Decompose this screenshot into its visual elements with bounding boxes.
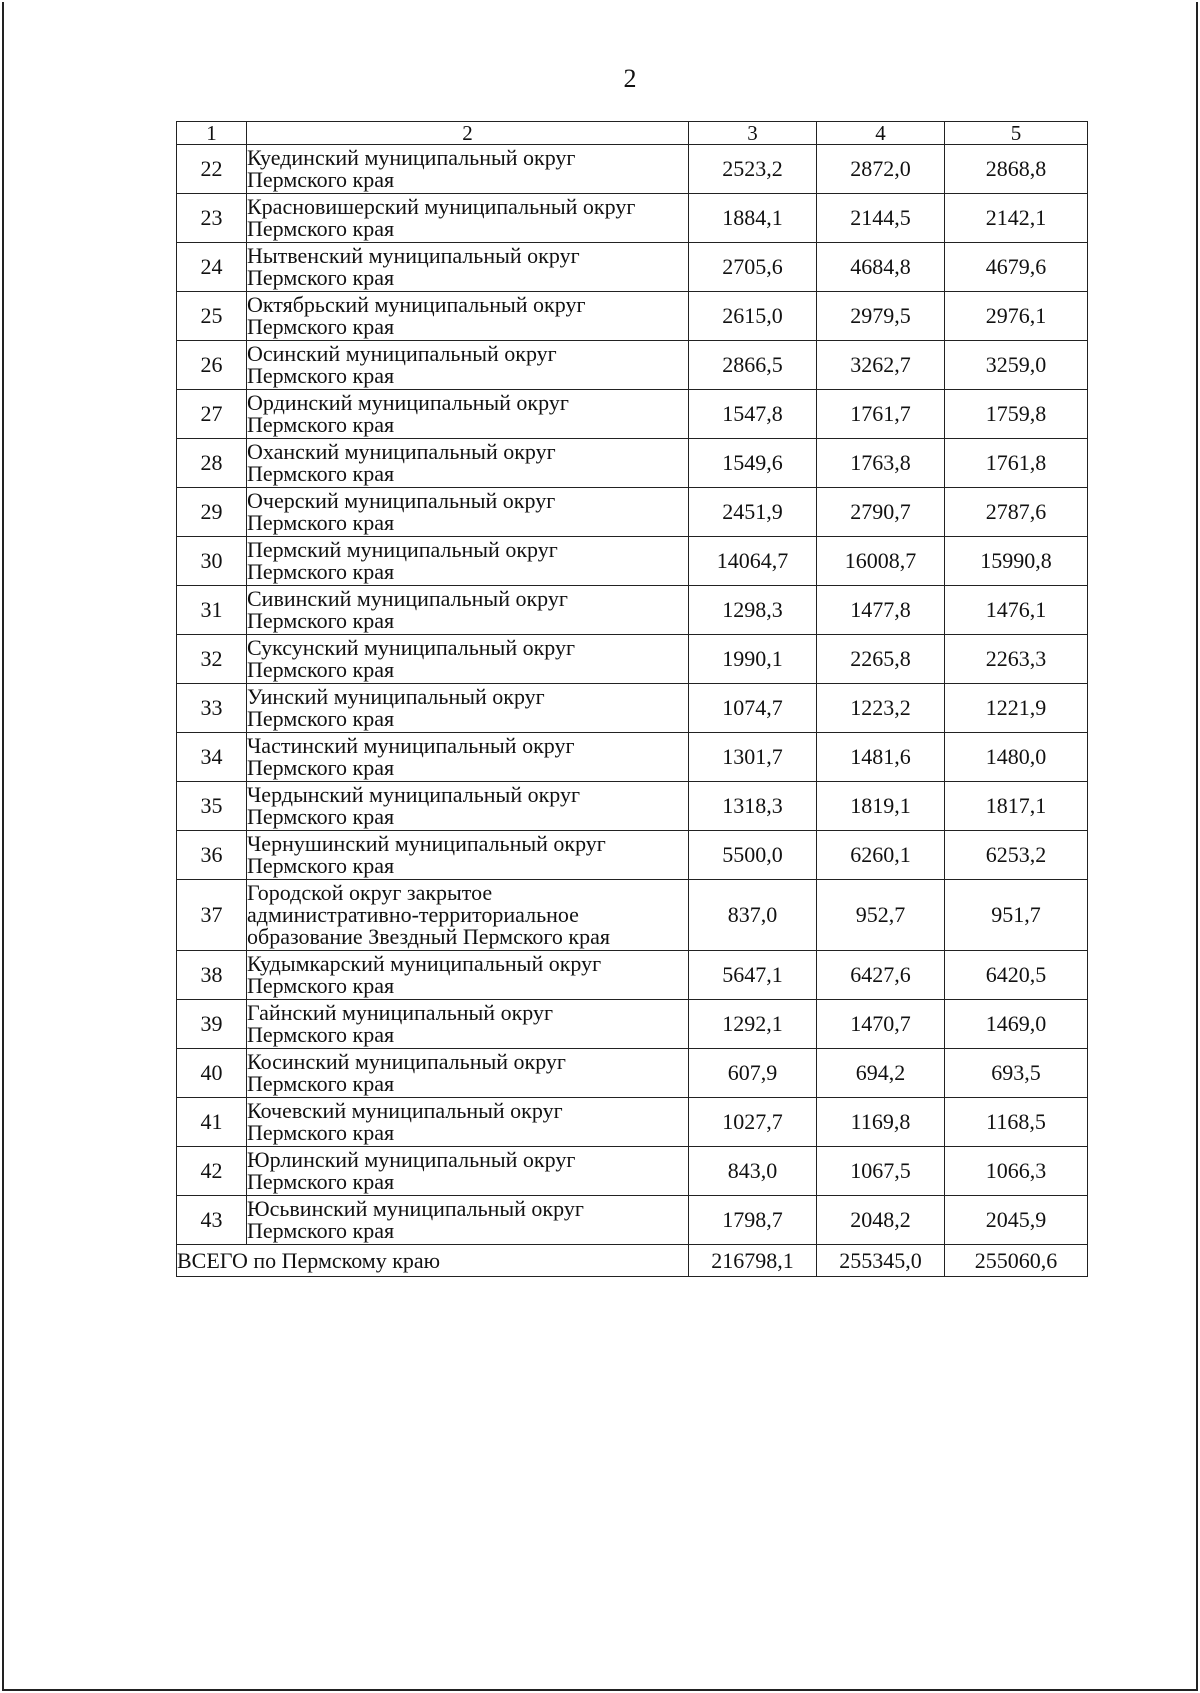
value-column-4: 6260,1 — [817, 831, 945, 880]
column-number-4: 4 — [817, 122, 945, 145]
row-number: 29 — [177, 488, 247, 537]
value-column-5: 1476,1 — [945, 586, 1088, 635]
value-column-5: 6420,5 — [945, 951, 1088, 1000]
municipality-name-line: Юсьвинский муниципальный округ — [247, 1196, 584, 1221]
row-number: 36 — [177, 831, 247, 880]
row-number: 39 — [177, 1000, 247, 1049]
value-column-4: 1067,5 — [817, 1147, 945, 1196]
value-column-5: 693,5 — [945, 1049, 1088, 1098]
value-column-5: 15990,8 — [945, 537, 1088, 586]
municipality-name-line: Пермского края — [247, 804, 395, 829]
value-column-3: 1798,7 — [689, 1196, 817, 1245]
value-column-3: 5647,1 — [689, 951, 817, 1000]
value-column-3: 1547,8 — [689, 390, 817, 439]
table-row — [177, 1098, 1088, 1147]
municipality-name-line: Очерский муниципальный округ — [247, 488, 556, 513]
value-column-3: 2523,2 — [689, 145, 817, 194]
municipality-name — [247, 831, 689, 880]
value-column-4: 1763,8 — [817, 439, 945, 488]
table-row — [177, 684, 1088, 733]
municipality-name — [247, 243, 689, 292]
allocation-table — [176, 121, 1088, 1277]
value-column-4: 3262,7 — [817, 341, 945, 390]
table-row — [177, 733, 1088, 782]
table-header-row — [177, 122, 1088, 145]
value-column-4: 2872,0 — [817, 145, 945, 194]
municipality-name-line: Пермский муниципальный округ — [247, 537, 558, 562]
value-column-4: 2144,5 — [817, 194, 945, 243]
value-column-5: 2787,6 — [945, 488, 1088, 537]
municipality-name — [247, 390, 689, 439]
row-number: 35 — [177, 782, 247, 831]
value-column-4: 694,2 — [817, 1049, 945, 1098]
value-column-5: 951,7 — [945, 880, 1088, 951]
value-column-5: 6253,2 — [945, 831, 1088, 880]
value-column-5: 1168,5 — [945, 1098, 1088, 1147]
municipality-name-line: Пермского края — [247, 853, 395, 878]
municipality-name-line: Пермского края — [247, 1120, 395, 1145]
row-number: 40 — [177, 1049, 247, 1098]
value-column-4: 1470,7 — [817, 1000, 945, 1049]
municipality-name-line: Гайнский муниципальный округ — [247, 1000, 553, 1025]
value-column-5: 3259,0 — [945, 341, 1088, 390]
municipality-name — [247, 1049, 689, 1098]
table-row — [177, 586, 1088, 635]
table-row — [177, 439, 1088, 488]
municipality-name-line: Частинский муниципальный округ — [247, 733, 575, 758]
value-column-4: 4684,8 — [817, 243, 945, 292]
municipality-name-line: Уинский муниципальный округ — [247, 684, 545, 709]
row-number: 42 — [177, 1147, 247, 1196]
value-column-4: 1761,7 — [817, 390, 945, 439]
value-column-5: 1066,3 — [945, 1147, 1088, 1196]
value-column-5: 1480,0 — [945, 733, 1088, 782]
municipality-name-line: Ординский муниципальный округ — [247, 390, 569, 415]
value-column-3: 837,0 — [689, 880, 817, 951]
municipality-name — [247, 292, 689, 341]
table-row — [177, 782, 1088, 831]
value-column-4: 2265,8 — [817, 635, 945, 684]
municipality-name — [247, 145, 689, 194]
municipality-name — [247, 684, 689, 733]
total-row — [177, 1245, 1088, 1277]
municipality-name-line: Пермского края — [247, 265, 395, 290]
municipality-name-line: Пермского края — [247, 314, 395, 339]
value-column-3: 2866,5 — [689, 341, 817, 390]
municipality-name-line: Кочевский муниципальный округ — [247, 1098, 563, 1123]
municipality-name-line: Оханский муниципальный округ — [247, 439, 556, 464]
value-column-4: 1169,8 — [817, 1098, 945, 1147]
municipality-name-line: административно-территориальное — [247, 902, 579, 927]
municipality-name-line: Пермского края — [247, 216, 395, 241]
value-column-4: 2979,5 — [817, 292, 945, 341]
column-number-5: 5 — [945, 122, 1088, 145]
municipality-name-line: Пермского края — [247, 706, 395, 731]
value-column-3: 2705,6 — [689, 243, 817, 292]
municipality-name-line: Пермского края — [247, 559, 395, 584]
value-column-5: 1759,8 — [945, 390, 1088, 439]
row-number: 33 — [177, 684, 247, 733]
municipality-name — [247, 782, 689, 831]
value-column-3: 14064,7 — [689, 537, 817, 586]
value-column-3: 607,9 — [689, 1049, 817, 1098]
value-column-5: 4679,6 — [945, 243, 1088, 292]
municipality-name-line: Пермского края — [247, 167, 395, 192]
municipality-name — [247, 1000, 689, 1049]
value-column-4: 952,7 — [817, 880, 945, 951]
value-column-4: 2790,7 — [817, 488, 945, 537]
value-column-5: 2045,9 — [945, 1196, 1088, 1245]
municipality-name-line: Городской округ закрытое — [247, 880, 493, 905]
value-column-5: 2976,1 — [945, 292, 1088, 341]
total-label: ВСЕГО по Пермскому краю — [177, 1245, 689, 1277]
municipality-name-line: Красновишерский муниципальный округ — [247, 194, 636, 219]
table-row — [177, 145, 1088, 194]
municipality-name-line: Куединский муниципальный округ — [247, 145, 576, 170]
row-number: 43 — [177, 1196, 247, 1245]
municipality-name-line: Октябрьский муниципальный округ — [247, 292, 586, 317]
value-column-4: 16008,7 — [817, 537, 945, 586]
municipality-name-line: Пермского края — [247, 510, 395, 535]
table-row — [177, 194, 1088, 243]
municipality-name — [247, 341, 689, 390]
municipality-name-line: Чердынский муниципальный округ — [247, 782, 581, 807]
municipality-name-line: Пермского края — [247, 363, 395, 388]
row-number: 41 — [177, 1098, 247, 1147]
value-column-3: 1074,7 — [689, 684, 817, 733]
value-column-5: 1817,1 — [945, 782, 1088, 831]
municipality-name — [247, 1147, 689, 1196]
table-row — [177, 951, 1088, 1000]
municipality-name-line: Пермского края — [247, 1071, 395, 1096]
value-column-3: 1301,7 — [689, 733, 817, 782]
value-column-5: 2263,3 — [945, 635, 1088, 684]
municipality-name-line: Косинский муниципальный округ — [247, 1049, 566, 1074]
row-number: 27 — [177, 390, 247, 439]
row-number: 32 — [177, 635, 247, 684]
table-row — [177, 488, 1088, 537]
value-column-5: 2142,1 — [945, 194, 1088, 243]
table-row — [177, 1147, 1088, 1196]
value-column-3: 5500,0 — [689, 831, 817, 880]
table-row — [177, 1196, 1088, 1245]
municipality-name-line: Пермского края — [247, 755, 395, 780]
table-row — [177, 341, 1088, 390]
row-number: 37 — [177, 880, 247, 951]
municipality-name — [247, 1196, 689, 1245]
column-number-3: 3 — [689, 122, 817, 145]
municipality-name — [247, 951, 689, 1000]
value-column-4: 6427,6 — [817, 951, 945, 1000]
municipality-name-line: Пермского края — [247, 461, 395, 486]
table-row — [177, 537, 1088, 586]
row-number: 26 — [177, 341, 247, 390]
row-number: 38 — [177, 951, 247, 1000]
value-column-3: 1298,3 — [689, 586, 817, 635]
row-number: 31 — [177, 586, 247, 635]
municipality-name-line: Юрлинский муниципальный округ — [247, 1147, 576, 1172]
row-number: 30 — [177, 537, 247, 586]
value-column-5: 2868,8 — [945, 145, 1088, 194]
page-number: 2 — [623, 64, 637, 93]
row-number: 28 — [177, 439, 247, 488]
value-column-3: 1318,3 — [689, 782, 817, 831]
value-column-5: 1221,9 — [945, 684, 1088, 733]
municipality-name-line: Пермского края — [247, 608, 395, 633]
total-value-column-3: 216798,1 — [689, 1245, 817, 1277]
municipality-name — [247, 880, 689, 951]
municipality-name — [247, 488, 689, 537]
value-column-3: 1027,7 — [689, 1098, 817, 1147]
row-number: 23 — [177, 194, 247, 243]
municipality-name-line: Пермского края — [247, 1218, 395, 1243]
municipality-name-line: Пермского края — [247, 973, 395, 998]
value-column-3: 1990,1 — [689, 635, 817, 684]
table-row — [177, 880, 1088, 951]
municipality-name-line: Осинский муниципальный округ — [247, 341, 557, 366]
value-column-3: 1884,1 — [689, 194, 817, 243]
municipality-name-line: Чернушинский муниципальный округ — [247, 831, 606, 856]
total-value-column-4: 255345,0 — [817, 1245, 945, 1277]
municipality-name-line: Нытвенский муниципальный округ — [247, 243, 580, 268]
table-row — [177, 1049, 1088, 1098]
value-column-4: 1819,1 — [817, 782, 945, 831]
municipality-name-line: Суксунский муниципальный округ — [247, 635, 576, 660]
row-number: 34 — [177, 733, 247, 782]
row-number: 22 — [177, 145, 247, 194]
table-row — [177, 390, 1088, 439]
table-row — [177, 243, 1088, 292]
column-number-1: 1 — [177, 122, 247, 145]
table-row — [177, 1000, 1088, 1049]
value-column-5: 1761,8 — [945, 439, 1088, 488]
value-column-3: 1292,1 — [689, 1000, 817, 1049]
value-column-3: 1549,6 — [689, 439, 817, 488]
table-row — [177, 635, 1088, 684]
municipality-name-line: образование Звездный Пермского края — [247, 924, 610, 949]
municipality-name — [247, 635, 689, 684]
municipality-name — [247, 733, 689, 782]
municipality-name-line: Пермского края — [247, 1022, 395, 1047]
value-column-4: 1477,8 — [817, 586, 945, 635]
column-number-2: 2 — [247, 122, 689, 145]
municipality-name — [247, 586, 689, 635]
municipality-name — [247, 194, 689, 243]
table-row — [177, 831, 1088, 880]
value-column-5: 1469,0 — [945, 1000, 1088, 1049]
municipality-name — [247, 1098, 689, 1147]
value-column-3: 2451,9 — [689, 488, 817, 537]
municipality-name — [247, 537, 689, 586]
value-column-4: 2048,2 — [817, 1196, 945, 1245]
municipality-name-line: Сивинский муниципальный округ — [247, 586, 568, 611]
municipality-name-line: Пермского края — [247, 412, 395, 437]
value-column-3: 2615,0 — [689, 292, 817, 341]
value-column-4: 1481,6 — [817, 733, 945, 782]
municipality-name-line: Пермского края — [247, 657, 395, 682]
value-column-4: 1223,2 — [817, 684, 945, 733]
row-number: 25 — [177, 292, 247, 341]
municipality-name-line: Пермского края — [247, 1169, 395, 1194]
municipality-name — [247, 439, 689, 488]
municipality-name-line: Кудымкарский муниципальный округ — [247, 951, 602, 976]
value-column-3: 843,0 — [689, 1147, 817, 1196]
row-number: 24 — [177, 243, 247, 292]
total-value-column-5: 255060,6 — [945, 1245, 1088, 1277]
table-row — [177, 292, 1088, 341]
